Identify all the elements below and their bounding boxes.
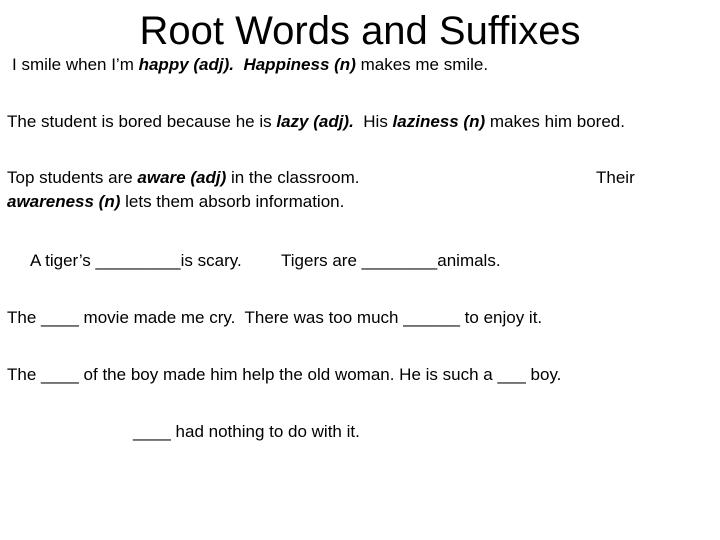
example-sentence-their: Their [596,168,635,187]
text-segment: in the classroom. [226,168,360,187]
text-segment: makes me smile. [355,55,489,74]
example-sentence-happy [12,53,488,77]
exercise-boy-blank: The ____ of the boy made him help the old woman. He is such a ___ boy. [7,365,562,384]
slide-title: Root Words and Suffixes [139,9,581,53]
emphasis-adjective: aware (adj) [137,168,227,187]
exercise-movie-blank: The ____ movie made me cry. There was too much ______ to enjoy it. [7,308,543,327]
text-segment: makes him bored. [485,112,625,131]
example-sentence-awareness [7,190,344,214]
example-sentence-aware [7,166,359,190]
emphasis-noun: laziness (n) [392,112,486,131]
text-segment: I smile when I’m [12,55,139,74]
example-sentence-lazy [7,110,625,134]
text-segment: The student is bored because he is [7,112,277,131]
emphasis-noun: awareness (n) [7,192,121,211]
emphasis-adjective: lazy (adj). [276,112,354,131]
exercise-nothing-blank: ____ had nothing to do with it. [133,422,360,441]
text-segment: Top students are [7,168,138,187]
emphasis-noun: Happiness (n) [243,55,356,74]
exercise-tigers-blank: Tigers are ________animals. [281,251,501,270]
text-segment: lets them absorb information. [120,192,345,211]
emphasis-adjective: happy (adj). [138,55,234,74]
exercise-tiger-blank: A tiger’s _________is scary. [30,251,242,270]
text-segment: His [353,112,393,131]
